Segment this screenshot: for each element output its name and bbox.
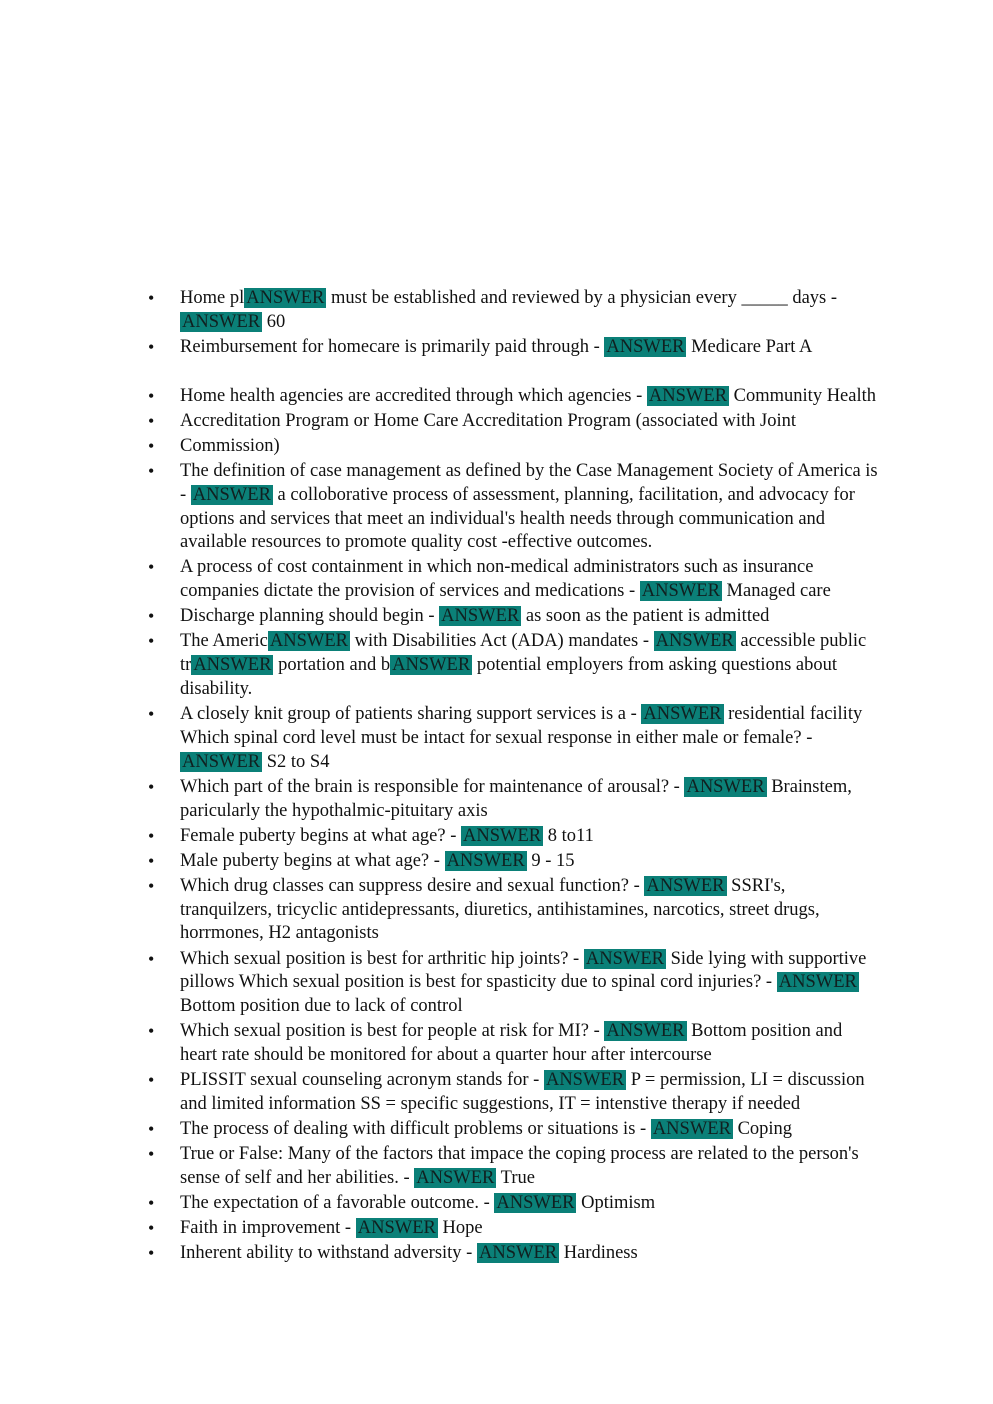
item-text: True [496, 1167, 535, 1188]
answer-highlight: ANSWER [182, 311, 261, 332]
item-text: 9 - 15 [526, 850, 575, 871]
item-text: residential facility Which spinal cord level must be intact for sexual response in either male or female? - [180, 704, 863, 748]
item-text: potential employers from asking questions about disability. [180, 655, 837, 700]
list-item [148, 1069, 878, 1117]
item-text: The process of dealing with difficult problems or situations is - [180, 1119, 651, 1140]
item-text: Which sexual position is best for people at risk for MI? - [180, 1021, 605, 1042]
answer-highlight: ANSWER [652, 1119, 731, 1140]
list-item [148, 1020, 878, 1068]
item-text: portation and b [273, 655, 391, 676]
item-text: a colloborative process of assessment, planning, facilitation, and advocacy for options and services that meet an individual's health needs through communication and available resources to promote quality cost -effective outcomes. [180, 484, 855, 553]
item-text: Which sexual position is best for arthritic hip joints? - [180, 948, 584, 969]
list-item [148, 1217, 878, 1241]
list-item [148, 875, 878, 946]
item-text: The definition of case management as defined by the Case Management Society of America is - [180, 460, 878, 505]
item-text: 8 to11 [543, 825, 594, 846]
answer-highlight: ANSWER [646, 875, 725, 896]
item-text: Inherent ability to withstand adversity - [180, 1243, 477, 1264]
answer-highlight: ANSWER [463, 825, 542, 846]
item-text: Discharge planning should begin - [180, 606, 440, 627]
item-text: PLISSIT sexual counseling acronym stands for - [180, 1070, 544, 1091]
answer-highlight: ANSWER [446, 850, 525, 871]
list-item [148, 825, 878, 849]
answer-highlight: ANSWER [686, 776, 765, 797]
answer-highlight: ANSWER [182, 751, 261, 772]
list-item [148, 1118, 878, 1142]
answer-highlight: ANSWER [643, 704, 722, 725]
item-text: as soon as the patient is admitted [521, 606, 770, 627]
item-text: Bottom position and heart rate should be monitored for about a quarter hour after intercourse [180, 1021, 843, 1066]
item-text: Male puberty begins at what age? - [180, 850, 445, 871]
item-text: Optimism [576, 1193, 656, 1214]
item-text: Brainstem, paricularly the hypothalmic-pituitary axis [180, 776, 852, 821]
list-item [148, 605, 878, 629]
answer-highlight: ANSWER [193, 655, 272, 676]
item-text: Female puberty begins at what age? - [180, 825, 461, 846]
list-item [148, 1242, 878, 1266]
item-text: Reimbursement for homecare is primarily paid through - [180, 336, 605, 357]
answer-highlight: ANSWER [606, 1021, 685, 1042]
item-text: The Americ [180, 631, 268, 652]
list-item [148, 850, 878, 874]
item-text: Home health agencies are accredited through which agencies - [180, 385, 647, 406]
answer-highlight: ANSWER [585, 948, 664, 969]
list-item [148, 630, 878, 701]
answer-highlight: ANSWER [357, 1218, 436, 1239]
answer-highlight: ANSWER [392, 655, 471, 676]
item-text: True or False: Many of the factors that impace the coping process are related to the person's sense of self and her abilities. - [180, 1144, 859, 1188]
item-text: SSRI's, tranquilzers, tricyclic antidepressants, diuretics, antihistamines, narcotics, street drugs, horrmones, H2 antagonists [180, 875, 820, 944]
item-text: P = permission, LI = discussion and limited information SS = specific suggestions, IT = intenstive therapy if needed [180, 1070, 865, 1114]
list-item [148, 287, 878, 335]
item-text: with Disabilities Act (ADA) mandates - [349, 631, 654, 652]
item-text: accessible public tr [180, 631, 867, 676]
item-text: Hardiness [559, 1243, 638, 1264]
answer-highlight: ANSWER [441, 606, 520, 627]
item-text: Commission) [180, 435, 280, 456]
item-text: A closely knit group of patients sharing support services is a - [180, 704, 642, 725]
item-text: Which part of the brain is responsible for maintenance of arousal? - [180, 776, 685, 797]
item-text: The expectation of a favorable outcome. - [180, 1193, 495, 1214]
list-item [148, 776, 878, 824]
answer-highlight: ANSWER [246, 288, 325, 308]
answer-highlight: ANSWER [545, 1070, 625, 1091]
item-text: Medicare Part A [686, 336, 813, 357]
item-text: 60 [262, 311, 286, 332]
item-text: Bottom position due to lack of control [180, 996, 463, 1017]
item-text: Coping [732, 1119, 793, 1140]
item-text: Side lying with supportive pillows Which sexual position is best for spasticity due to spinal cord injuries? - [180, 948, 867, 993]
answer-highlight: ANSWER [778, 972, 857, 993]
answer-highlight: ANSWER [648, 385, 728, 406]
item-text: A process of cost containment in which non-medical administrators such as insurance companies dictate the provision of services and medications - [180, 557, 814, 602]
list-item [148, 703, 878, 774]
answer-highlight: ANSWER [416, 1167, 495, 1188]
item-text: Which drug classes can suppress desire and sexual function? - [180, 875, 645, 896]
answer-highlight: ANSWER [641, 581, 720, 602]
answer-highlight: ANSWER [192, 484, 271, 505]
item-text: must be established and reviewed by a physician every _____ days - [326, 288, 838, 308]
list-item [148, 1143, 878, 1191]
list-item [148, 410, 878, 434]
item-text: S2 to S4 [262, 751, 330, 772]
answer-highlight: ANSWER [606, 336, 685, 357]
answer-highlight: ANSWER [478, 1243, 558, 1264]
list-item [148, 556, 878, 604]
item-text: Hope [437, 1218, 483, 1239]
list-item [148, 336, 878, 360]
answer-highlight: ANSWER [496, 1193, 575, 1214]
question-list [148, 287, 878, 1267]
item-text: Faith in improvement - [180, 1218, 356, 1239]
list-item [148, 948, 878, 1019]
list-item [148, 1192, 878, 1216]
item-text: Home pl [180, 288, 245, 308]
answer-highlight: ANSWER [269, 631, 348, 652]
item-text: Accreditation Program or Home Care Accreditation Program (associated with Joint [180, 410, 796, 431]
answer-highlight: ANSWER [655, 631, 734, 652]
item-text: Community Health [729, 385, 877, 406]
item-text: Managed care [721, 581, 831, 602]
list-item [148, 385, 878, 409]
list-item [148, 435, 878, 459]
list-item [148, 460, 878, 555]
